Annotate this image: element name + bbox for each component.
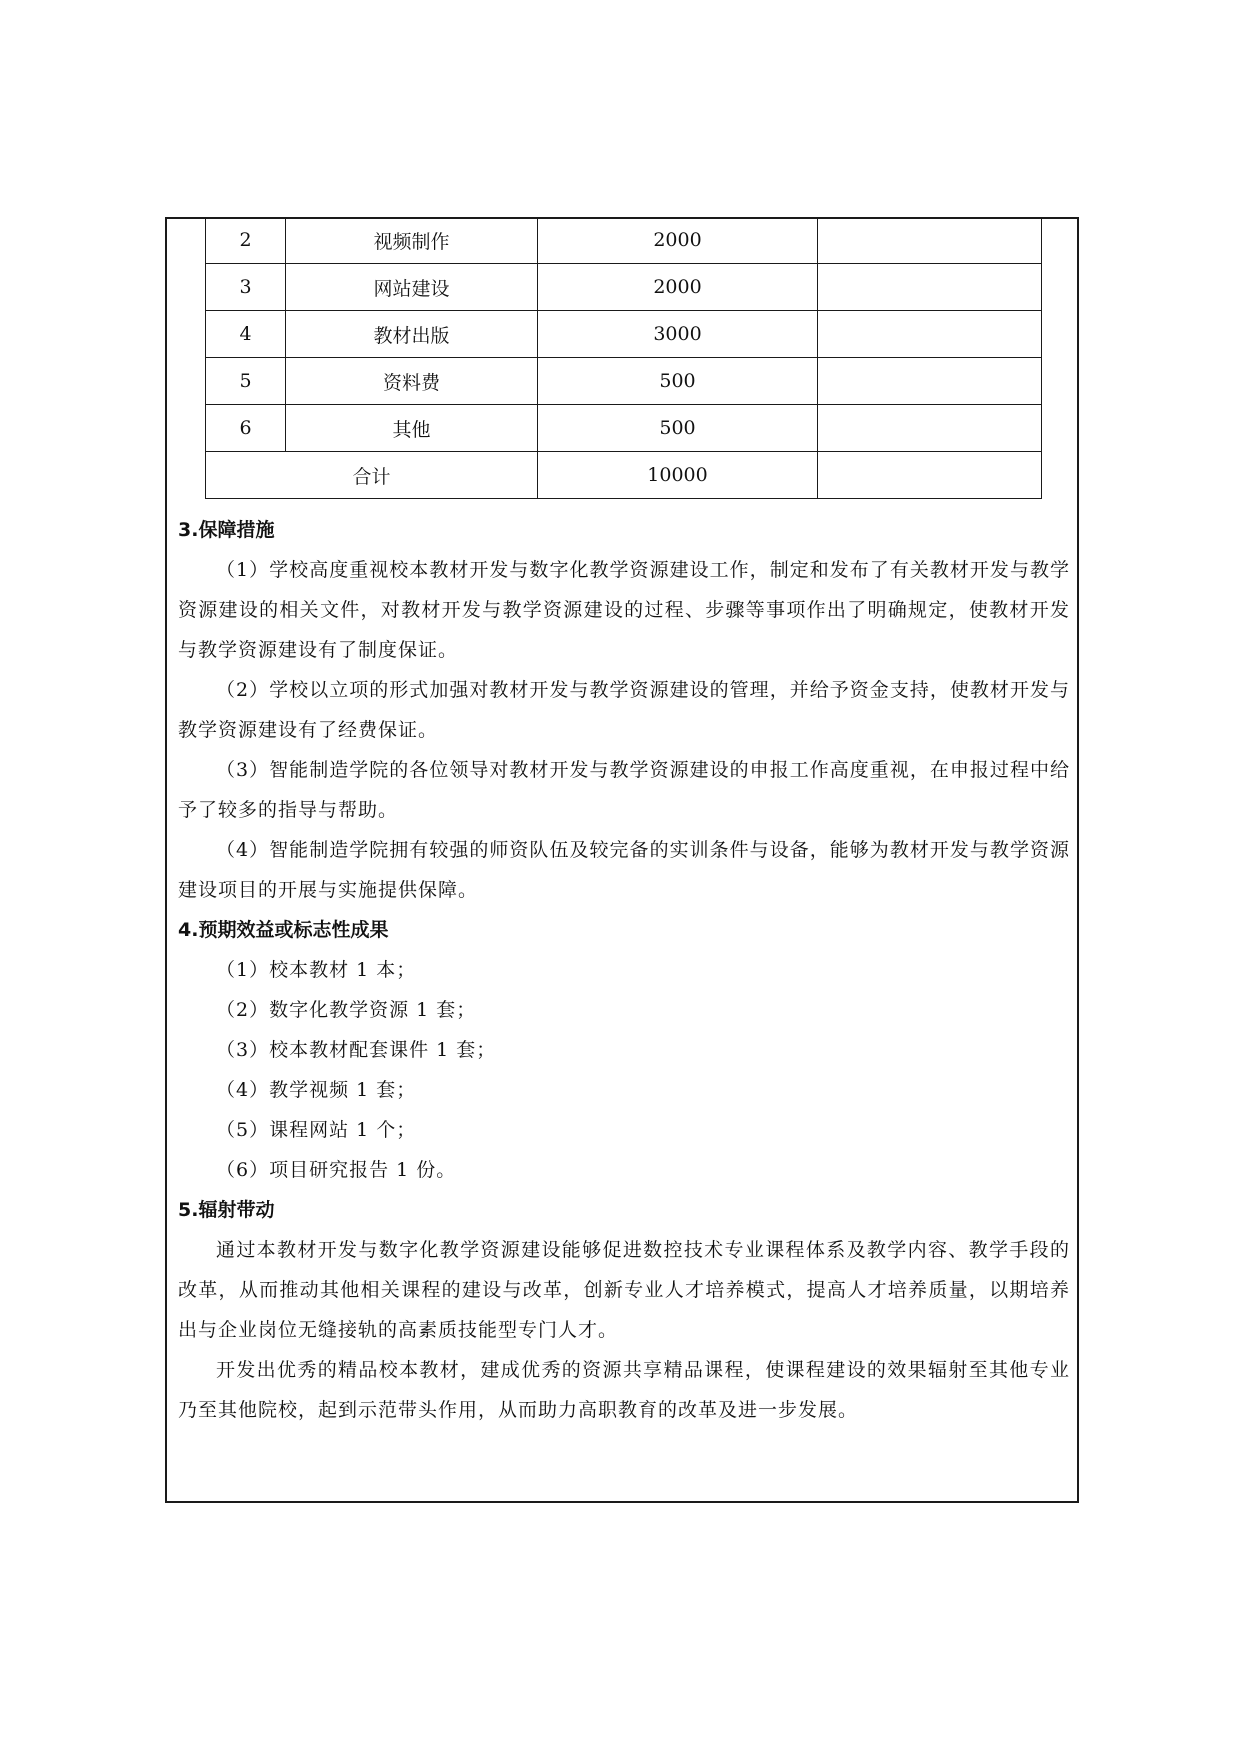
table-row: [206, 358, 1042, 405]
list-item: （4）教学视频 1 套；: [216, 1079, 417, 1101]
list-item: （3）校本教材配套课件 1 套；: [216, 1039, 497, 1061]
radiation-paragraph: 开发出优秀的精品校本教材，建成优秀的资源共享精品课程，使课程建设的效果辐射至其他专业乃至其他院校，起到示范带头作用，从而助力高职教育的改革及进一步发展。: [178, 1359, 1070, 1421]
row-number: 2: [206, 217, 286, 264]
budget-table: [205, 217, 1042, 499]
row-note: [818, 217, 1042, 264]
guarantee-paragraph: （2）学校以立项的形式加强对教材开发与教学资源建设的管理，并给予资金支持，使教材开发与教学资源建设有了经费保证。: [178, 679, 1070, 741]
guarantee-paragraph: （3）智能制造学院的各位领导对教材开发与教学资源建设的申报工作高度重视，在申报过程中给予了较多的指导与帮助。: [178, 759, 1070, 821]
row-amount: 3000: [538, 311, 818, 358]
table-row: [206, 405, 1042, 452]
radiation-paragraph: 通过本教材开发与数字化教学资源建设能够促进数控技术专业课程体系及教学内容、教学手段的改革，从而推动其他相关课程的建设与改革，创新专业人才培养模式，提高人才培养质量，以期培养出与企业岗位无缝接轨的高素质技能型专门人才。: [178, 1239, 1070, 1341]
list-item: （6）项目研究报告 1 份。: [216, 1159, 457, 1181]
list-item: （1）校本教材 1 本；: [216, 959, 417, 981]
section-heading-guarantee: 3.保障措施: [178, 519, 275, 541]
row-item: 教材出版: [286, 311, 538, 358]
row-item: 网站建设: [286, 264, 538, 311]
total-amount: 10000: [538, 452, 818, 499]
row-number: 5: [206, 358, 286, 405]
row-amount: 2000: [538, 264, 818, 311]
total-label: 合计: [206, 452, 538, 499]
row-number: 4: [206, 311, 286, 358]
row-number: 6: [206, 405, 286, 452]
form-content: [178, 510, 1070, 1430]
row-item: 其他: [286, 405, 538, 452]
row-note: [818, 405, 1042, 452]
row-amount: 2000: [538, 217, 818, 264]
table-row: [206, 264, 1042, 311]
row-item: 资料费: [286, 358, 538, 405]
row-item: 视频制作: [286, 217, 538, 264]
total-note: [818, 452, 1042, 499]
row-note: [818, 264, 1042, 311]
section-heading-radiation: 5.辐射带动: [178, 1199, 275, 1221]
list-item: （2）数字化教学资源 1 套；: [216, 999, 477, 1021]
row-note: [818, 311, 1042, 358]
row-amount: 500: [538, 405, 818, 452]
row-number: 3: [206, 264, 286, 311]
guarantee-paragraph: （4）智能制造学院拥有较强的师资队伍及较完备的实训条件与设备，能够为教材开发与教学资源建设项目的开展与实施提供保障。: [178, 839, 1070, 901]
section-heading-outcomes: 4.预期效益或标志性成果: [178, 919, 389, 941]
table-row: [206, 217, 1042, 264]
list-item: （5）课程网站 1 个；: [216, 1119, 417, 1141]
row-note: [818, 358, 1042, 405]
row-amount: 500: [538, 358, 818, 405]
table-total-row: [206, 452, 1042, 499]
guarantee-paragraph: （1）学校高度重视校本教材开发与数字化教学资源建设工作，制定和发布了有关教材开发与教学资源建设的相关文件，对教材开发与教学资源建设的过程、步骤等事项作出了明确规定，使教材开发与教学资源建设有了制度保证。: [178, 559, 1070, 661]
table-row: [206, 311, 1042, 358]
